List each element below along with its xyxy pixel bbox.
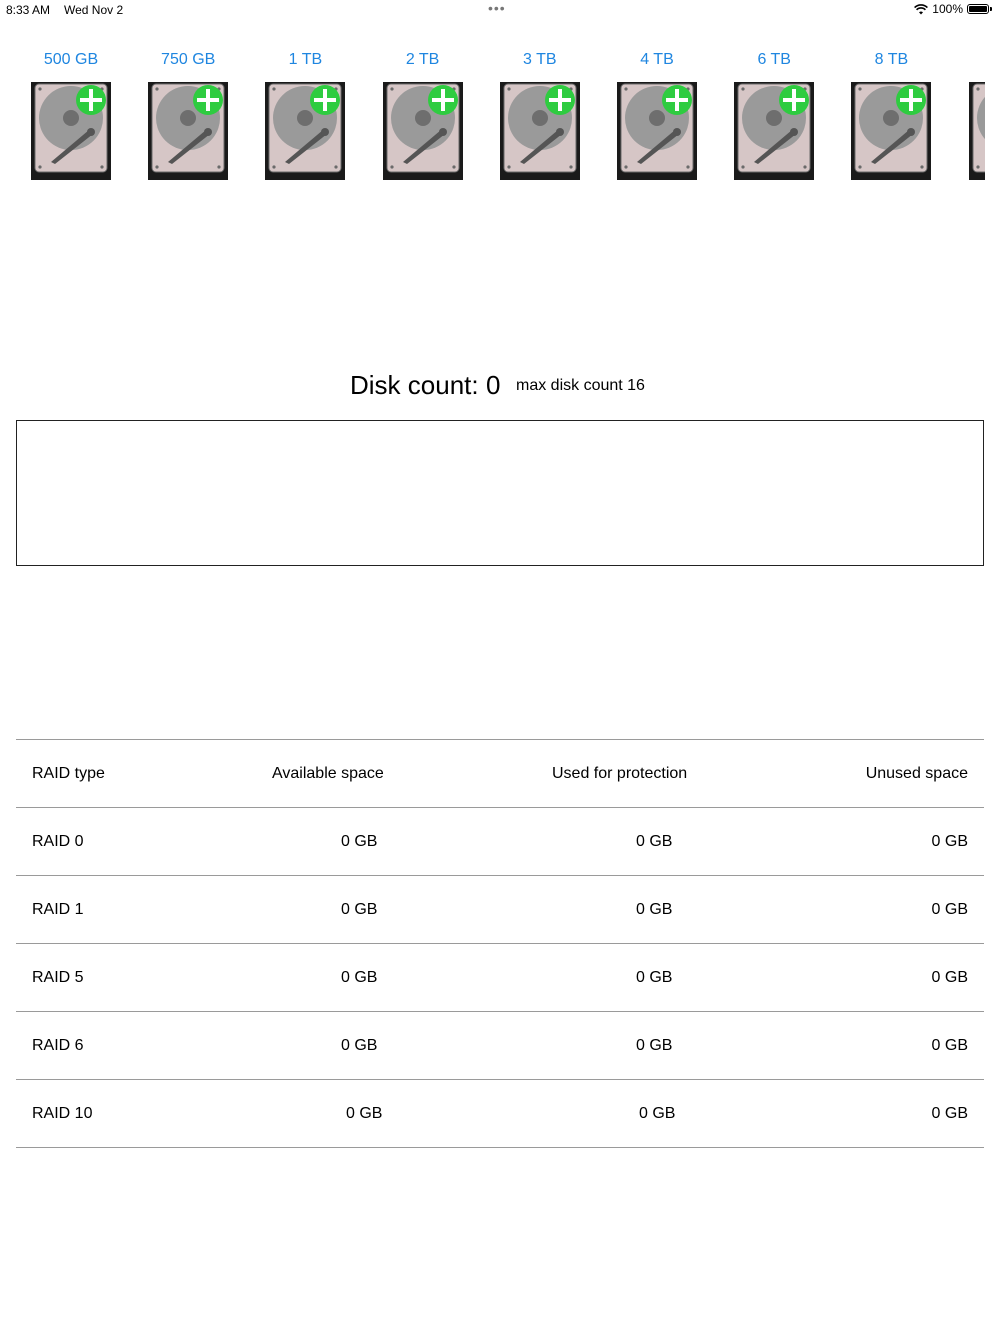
hard-drive-add-icon[interactable] bbox=[265, 82, 345, 184]
available-space-cell: 0 GB bbox=[341, 1037, 378, 1054]
status-indicators bbox=[914, 2, 992, 16]
multitasking-dots-icon[interactable]: ••• bbox=[488, 0, 506, 16]
disk-size-label[interactable]: 750 GB bbox=[161, 51, 216, 68]
raid-type-cell: RAID 0 bbox=[32, 833, 84, 850]
disk-option-button[interactable] bbox=[616, 44, 698, 184]
disk-option-button[interactable] bbox=[499, 44, 581, 184]
raid-table-header bbox=[16, 739, 984, 807]
raid-type-cell: RAID 1 bbox=[32, 901, 84, 918]
table-row bbox=[16, 943, 984, 1011]
unused-space-cell: 0 GB bbox=[931, 901, 968, 918]
header-raid-type: RAID type bbox=[32, 765, 105, 782]
disk-size-label[interactable]: 500 GB bbox=[43, 51, 99, 68]
status-date: Wed Nov 2 bbox=[64, 3, 124, 17]
table-row bbox=[16, 875, 984, 943]
disk-size-label[interactable]: 6 TB bbox=[757, 51, 791, 68]
hard-drive-add-icon[interactable] bbox=[383, 82, 463, 184]
disk-size-label[interactable]: 4 TB bbox=[640, 51, 674, 68]
unused-space-cell: 0 GB bbox=[931, 969, 968, 986]
available-space-cell: 0 GB bbox=[341, 901, 378, 918]
raid-type-cell: RAID 6 bbox=[32, 1037, 84, 1054]
header-used-for-protection: Used for protection bbox=[552, 765, 688, 782]
disk-size-label[interactable]: 8 TB bbox=[874, 51, 909, 68]
status-time: 8:33 AM bbox=[6, 3, 51, 17]
raid-type-cell: RAID 5 bbox=[32, 969, 84, 986]
disk-option-button[interactable] bbox=[968, 44, 985, 184]
selected-disks-area[interactable] bbox=[16, 420, 984, 566]
disk-option-button[interactable] bbox=[264, 44, 346, 184]
hard-drive-add-icon[interactable] bbox=[851, 82, 931, 184]
hard-drive-add-icon[interactable] bbox=[31, 82, 111, 184]
disk-count-label: Disk count: bbox=[350, 370, 479, 400]
unused-space-cell: 0 GB bbox=[931, 1105, 968, 1122]
header-unused-space: Unused space bbox=[865, 765, 968, 782]
unused-space-cell: 0 GB bbox=[931, 1037, 968, 1054]
header-available-space: Available space bbox=[272, 765, 384, 782]
disk-count-value: 0 bbox=[486, 370, 501, 400]
status-bar bbox=[0, 0, 1000, 22]
protection-cell: 0 GB bbox=[636, 833, 673, 850]
available-space-cell: 0 GB bbox=[346, 1105, 383, 1122]
disk-size-label[interactable]: 2 TB bbox=[405, 51, 440, 68]
disk-size-label[interactable]: 3 TB bbox=[523, 51, 557, 68]
available-space-cell: 0 GB bbox=[341, 833, 378, 850]
protection-cell: 0 GB bbox=[636, 969, 673, 986]
table-row bbox=[16, 1011, 984, 1079]
raid-table bbox=[16, 739, 984, 1148]
max-disk-count-label: max disk count 16 bbox=[516, 377, 645, 394]
disk-picker-strip[interactable] bbox=[0, 44, 985, 184]
disk-size-label[interactable]: 1 TB bbox=[288, 51, 323, 68]
protection-cell: 0 GB bbox=[636, 901, 673, 918]
table-row bbox=[16, 807, 984, 875]
unused-space-cell: 0 GB bbox=[931, 833, 968, 850]
hard-drive-add-icon[interactable] bbox=[148, 82, 228, 184]
available-space-cell: 0 GB bbox=[341, 969, 378, 986]
raid-type-cell: RAID 10 bbox=[32, 1105, 93, 1122]
disk-option-button[interactable] bbox=[30, 44, 112, 184]
hard-drive-add-icon[interactable] bbox=[500, 82, 580, 184]
disk-option-button[interactable] bbox=[147, 44, 229, 184]
protection-cell: 0 GB bbox=[639, 1105, 676, 1122]
disk-option-button[interactable] bbox=[382, 44, 464, 184]
protection-cell: 0 GB bbox=[636, 1037, 673, 1054]
disk-option-button[interactable] bbox=[850, 44, 932, 184]
hard-drive-add-icon[interactable] bbox=[969, 82, 985, 184]
battery-icon bbox=[967, 4, 992, 14]
disk-option-button[interactable] bbox=[733, 44, 815, 184]
battery-percent: 100% bbox=[932, 2, 963, 16]
table-row bbox=[16, 1079, 984, 1148]
hard-drive-add-icon[interactable] bbox=[617, 82, 697, 184]
hard-drive-add-icon[interactable] bbox=[734, 82, 814, 184]
wifi-icon bbox=[914, 4, 928, 15]
